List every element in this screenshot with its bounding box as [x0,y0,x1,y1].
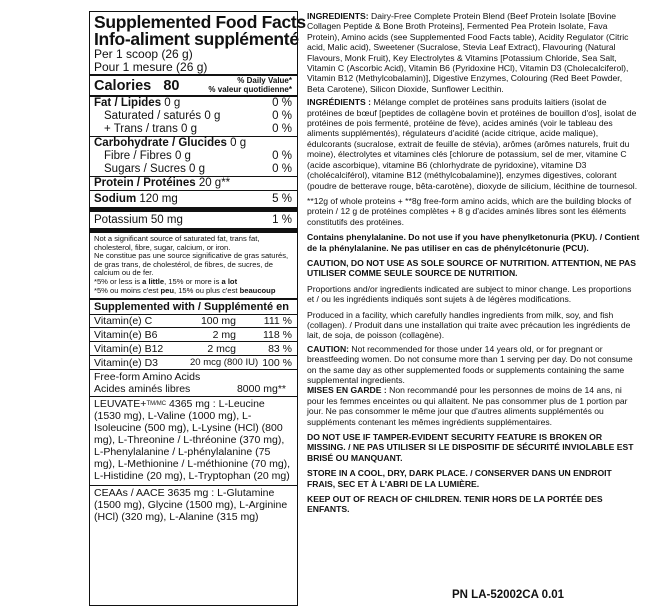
footnote-en: Not a significant source of saturated fat, trans fat, cholesterol, fibre, sugar, calcium, or iron. [94,234,260,252]
nutrient-amount: 120 mg [139,193,178,205]
nutrient-row-carbohydrate [94,137,292,150]
nutrient-amount: 0 g [204,110,221,122]
leuvate-blend: LEUVATE+$^{TM/MC}$ 4365 mg : L-Leucine (1530 mg), L-Valine (1000 mg), L-Isoleucine (500 mg), L-Lysine (HCl) (800 mg), L-Threonine / L-thréonine (370 mg), L-Phenylalanine / L-phénylalanine (75 mg), L-Methionine / L-méthionine (70 mg), L-Histidine (20 mg), L-Tryptophan (20 mg) [94,398,291,483]
nutrient-label: Sodium [94,193,137,205]
nutrient-row-sugars [94,163,292,176]
nutrient-amount: 0 g [174,150,191,162]
part-number: PN LA-52002CA 0.01 [452,589,565,601]
nutrient-row-trans [94,123,292,136]
serving-size-fr: Pour 1 mesure (26 g) [94,59,208,74]
vitamin-row [90,355,297,369]
pku-warning: Contains phenylalanine. Do not use if you have phenylketonuria (PKU). / Contient de la phénylalanine. Ne pas utiliser en cas de phénylcétonurie (PCU). [307,232,640,253]
nutrient-amount: 0 g [230,137,247,149]
nutrient-pct: 1 % [272,214,292,226]
nutrient-label: Fibre / Fibres [104,150,172,162]
nutrient-pct: 5 % [272,193,292,205]
nutrient-amount: 0 g [164,97,181,109]
daily-value-header-en: % Daily Value* [237,76,292,85]
nutrient-row-sodium [94,193,292,206]
divider [90,190,297,191]
nutrient-row-fibre [94,150,292,163]
proportions-note: Proportions and/or ingredients indicated are subject to minor change. Les proportions et / ou les ingrédients indiqués sont sujets à de légères modifications. [307,283,632,305]
nutrient-row-protein [94,177,292,190]
nutrient-amount: 0 g [181,123,198,135]
supplemented-header: Supplemented with / Supplémenté en [94,301,289,314]
ingredients-column [307,11,640,518]
nutrient-row-fat [94,97,292,110]
nutrient-pct: 0 % [272,97,292,109]
footnote-block [94,233,292,297]
vitamin-amount: 100 mg [200,315,236,328]
divider [90,207,297,212]
caution-en: CAUTION: Not recommended for those under 14 years old, or for pregnant or breastfeeding women. Do not consume more than 1 serving per day. Do not consume on the same day as other supplemented foods or supplements containing the same supplemental ingredients. [307,343,633,385]
nutrient-label: Potassium [94,214,148,226]
daily-value-explainer-fr: *5% ou moins c'est peu, 15% ou plus c'est beaucoup [94,285,276,295]
nutrient-pct: 0 % [272,150,292,162]
tamper-warning: DO NOT USE IF TAMPER-EVIDENT SECURITY FEATURE IS BROKEN OR MISSING. / NE PAS UTILISER SI LE DISPOSITIF DE SÉCURITÉ INVIOLABLE EST BRISÉ OU MANQUANT. [307,432,634,463]
vitamin-name: Vitamin(e) B6 [94,329,158,342]
vitamin-name: Vitamin(e) C [94,315,153,328]
nutrient-label: + Trans / trans [104,123,178,135]
calories-row [94,77,292,94]
nutrient-row-potassium [94,214,292,227]
nutrient-amount: 50 mg [150,214,183,226]
facts-title-en: Supplemented Food Facts [94,12,306,32]
nutrient-label: Saturated / saturés [104,110,202,122]
ceaa-blend: CEAAs / AACE 3635 mg : L-Glutamine (1500 mg), Glycine (1500 mg), L-Arginine (HCl) (320 mg), L-Alanine (315 mg) [94,487,288,524]
vitamin-row [94,315,292,327]
free-form-amino-acids [94,370,292,396]
serving-size-en: Per 1 scoop (26 g) [94,47,193,61]
facts-title-fr: Info-aliment supplémenté [94,29,299,49]
nutrient-pct: 0 % [272,123,292,135]
storage-instructions: STORE IN A COOL, DRY, DARK PLACE. / CONSERVER DANS UN ENDROIT FRAIS, SEC ET À L'ABRI DE LA LUMIÈRE. [307,468,612,489]
calories-value: 80 [163,78,180,94]
vitamin-amount: 2 mcg [207,343,236,356]
vitamin-pct: 111 % [263,315,292,328]
vitamin-amount: 20 mcg (800 IU) [190,357,259,369]
daily-value-explainer-en: *5% or less is a little, 15% or more is a lot [94,276,238,286]
children-warning: KEEP OUT OF REACH OF CHILDREN. TENIR HORS DE LA PORTÉE DES ENFANTS. [307,494,603,515]
nutrient-label: Carbohydrate / Glucides [94,137,227,149]
nutrient-amount: 20 g** [198,177,231,189]
daily-value-header-fr: % valeur quotidienne* [208,84,292,94]
facility-allergen-note: Produced in a facility, which carefully handles ingredients from milk, soy, and fish (collagen). / Produit dans une installation qui traite avec précaution les ingrédients de lait, de soja, de poisson (collagène). [307,309,631,341]
amino-label-en: Free-form Amino Acids [94,371,201,384]
protein-note: **12g of whole proteins + **8g free-form amino acids, which are the building blocks of protein / 12 g de protéines complètes + 8 g d'acides aminés libres sont les éléments constitutifs des protéines. [307,195,632,227]
vitamin-row [90,327,297,341]
nutrient-label: Sugars / Sucres [104,163,186,175]
calories-label: Calories [94,78,152,94]
amino-label-fr: Acides aminés libres [94,383,191,396]
supplemented-food-facts-panel [89,11,306,606]
vitamin-row [90,341,297,355]
vitamin-pct: 100 % [262,357,292,370]
vitamin-pct: 118 % [263,329,292,342]
nutrient-label: Protein / Protéines [94,177,196,189]
nutrient-row-saturated [94,110,292,123]
sole-source-warning: CAUTION, DO NOT USE AS SOLE SOURCE OF NUTRITION. ATTENTION, NE PAS UTILISER COMME SEULE SOURCE DE NUTRITION. [307,257,636,279]
ingredients-fr: INGRÉDIENTS : Mélange complet de protéines sans produits laitiers (isolat de protéines de bœuf [peptides de collagène bovin et protéines de bouillon d'os], isolat de protéines de pois fermenté, protéine de fève), acides aminés (voir le tableau des aliments supplémentés), régulateurs d'acidité (acide citrique, acide malique), édulcorants (sucralose, extrait de feuille de stévia), arômes (arômes naturels, fruit du moine), électrolytes et vitamines clés [chlorure de potassium, sel de mer, vitamine C (acide ascorbique), vitamine B6 (chlorhydrate de pyridoxine), vitamine D3 (cholécalciférol), vitamine B12 (méthylcobalamine)], enzymes digestives, colorant (poudre de betterave rouge, bêta-carotène), dioxyde de silicium, lécithine de tournesol. [307,97,638,191]
vitamin-name: Vitamin(e) B12 [94,343,164,356]
nutrient-amount: 0 g [189,163,206,175]
ingredients-en: INGREDIENTS: Dairy-Free Complete Protein Blend (Beef Protein Isolate [Bovine Collagen Peptide & Bone Broth Proteins], Fermented Pea Protein Isolate, Fava Protein), Amino acids (see Supplemented Food Facts table), Acidity Regulator (Citric acid, Malic acid), Sweetener (Sucralose, Stevia Leaf Extract), Flavouring (Natural Flavours, Monk Fruit), Key Electrolytes & Vitamins [Potassium Chloride, Sea Salt, Vitamin C (Ascorbic Acid), Vitamin B6 (Pyridoxine HCl), Vitamin D3 (Cholecalciferol), Vitamin B12 (Methylcobalamin)], Digestive Enzymes, Colouring (Red Beet Powder, Beta Carotene), Silicon Dioxide, Sunflower Lecithin. [307,11,629,94]
vitamin-amount: 2 mg [212,329,236,342]
nutrient-pct: 0 % [272,110,292,122]
caution-fr: MISES EN GARDE : Non recommandé pour les personnes de moins de 14 ans, ni pour les femmes enceintes ou qui allaitent. Ne pas consommer plus de 1 portion par jour. Ne pas consommer le même jour que d'autres aliments supplémentés ou suppléments contenant les mêmes ingrédients supplémentaires. [307,385,628,427]
nutrient-pct: 0 % [272,163,292,175]
footnote-fr: Ne constitue pas une source significative de gras saturés, de gras trans, de cholestérol, de fibres, de sucres, de calcium ou de fer. [94,251,289,278]
vitamin-name: Vitamin(e) D3 [94,357,158,370]
nutrient-label: Fat / Lipides [94,97,162,109]
amino-amount: 8000 mg** [236,383,286,396]
vitamin-pct: 83 % [268,343,292,356]
